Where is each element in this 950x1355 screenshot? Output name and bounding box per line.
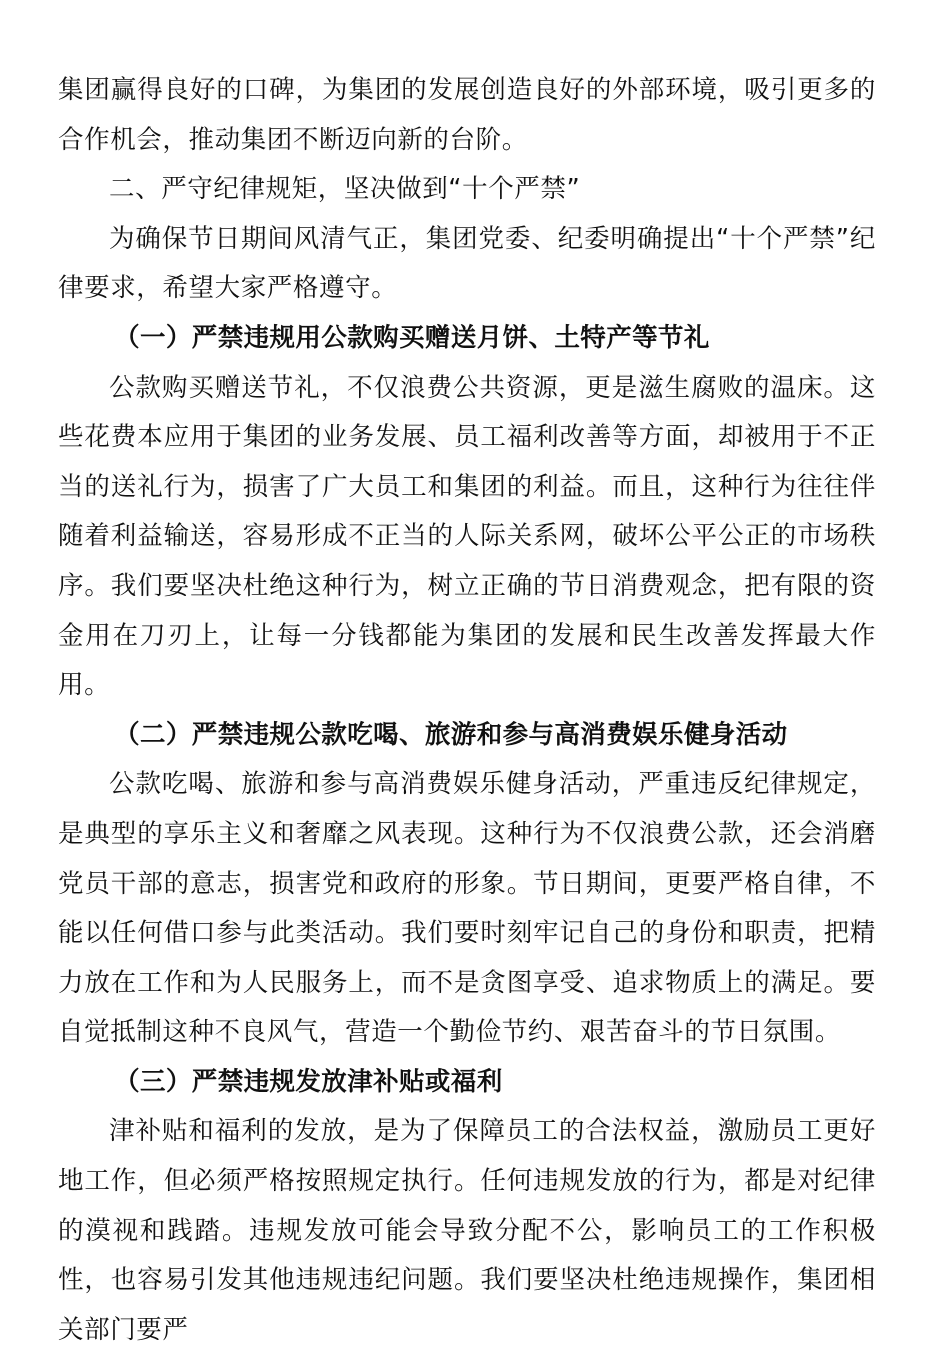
subheading-3: （三）严禁违规发放津补贴或福利 — [114, 1066, 503, 1097]
document-page — [58, 66, 876, 1355]
section-title-discipline: 二、严守纪律规矩，坚决做到“十个严禁” — [109, 174, 581, 205]
body-paragraph-continuation: 集团赢得良好的口碑，为集团的发展创造良好的外部环境，吸引更多的合作机会，推动集团不断迈向新的台阶。 — [58, 75, 876, 155]
subheading-2: （二）严禁违规公款吃喝、旅游和参与高消费娱乐健身活动 — [114, 719, 788, 750]
body-paragraph-1: 公款购买赠送节礼，不仅浪费公共资源，更是滋生腐败的温床。这些花费本应用于集团的业务发展、员工福利改善等方面，却被用于不正当的送礼行为，损害了广大员工和集团的利益。而且，这种行为往往伴随着利益输送，容易形成不正当的人际关系网，破坏公平公正的市场秩序。我们要坚决杜绝这种行为，树立正确的节日消费观念，把有限的资金用在刀刃上，让每一分钱都能为集团的发展和民生改善发挥最大作用。 — [58, 372, 876, 701]
body-paragraph-intro: 为确保节日期间风清气正，集团党委、纪委明确提出“十个严禁”纪律要求，希望大家严格遵守。 — [58, 223, 876, 304]
body-paragraph-3: 津补贴和福利的发放，是为了保障员工的合法权益，激励员工更好地工作，但必须严格按照规定执行。任何违规发放的行为，都是对纪律的漠视和践踏。违规发放可能会导致分配不公，影响员工的工作积极性，也容易引发其他违规违纪问题。我们要坚决杜绝违规操作，集团相关部门要严 — [58, 1116, 876, 1345]
body-paragraph-2: 公款吃喝、旅游和参与高消费娱乐健身活动，严重违反纪律规定，是典型的享乐主义和奢靡之风表现。这种行为不仅浪费公款，还会消磨党员干部的意志，损害党和政府的形象。节日期间，更要严格自律，不能以任何借口参与此类活动。我们要时刻牢记自己的身份和职责，把精力放在工作和为人民服务上，而不是贪图享受、追求物质上的满足。要自觉抵制这种不良风气，营造一个勤俭节约、艰苦奋斗的节日氛围。 — [58, 769, 876, 1048]
subheading-1: （一）严禁违规用公款购买赠送月饼、土特产等节礼 — [114, 322, 710, 353]
